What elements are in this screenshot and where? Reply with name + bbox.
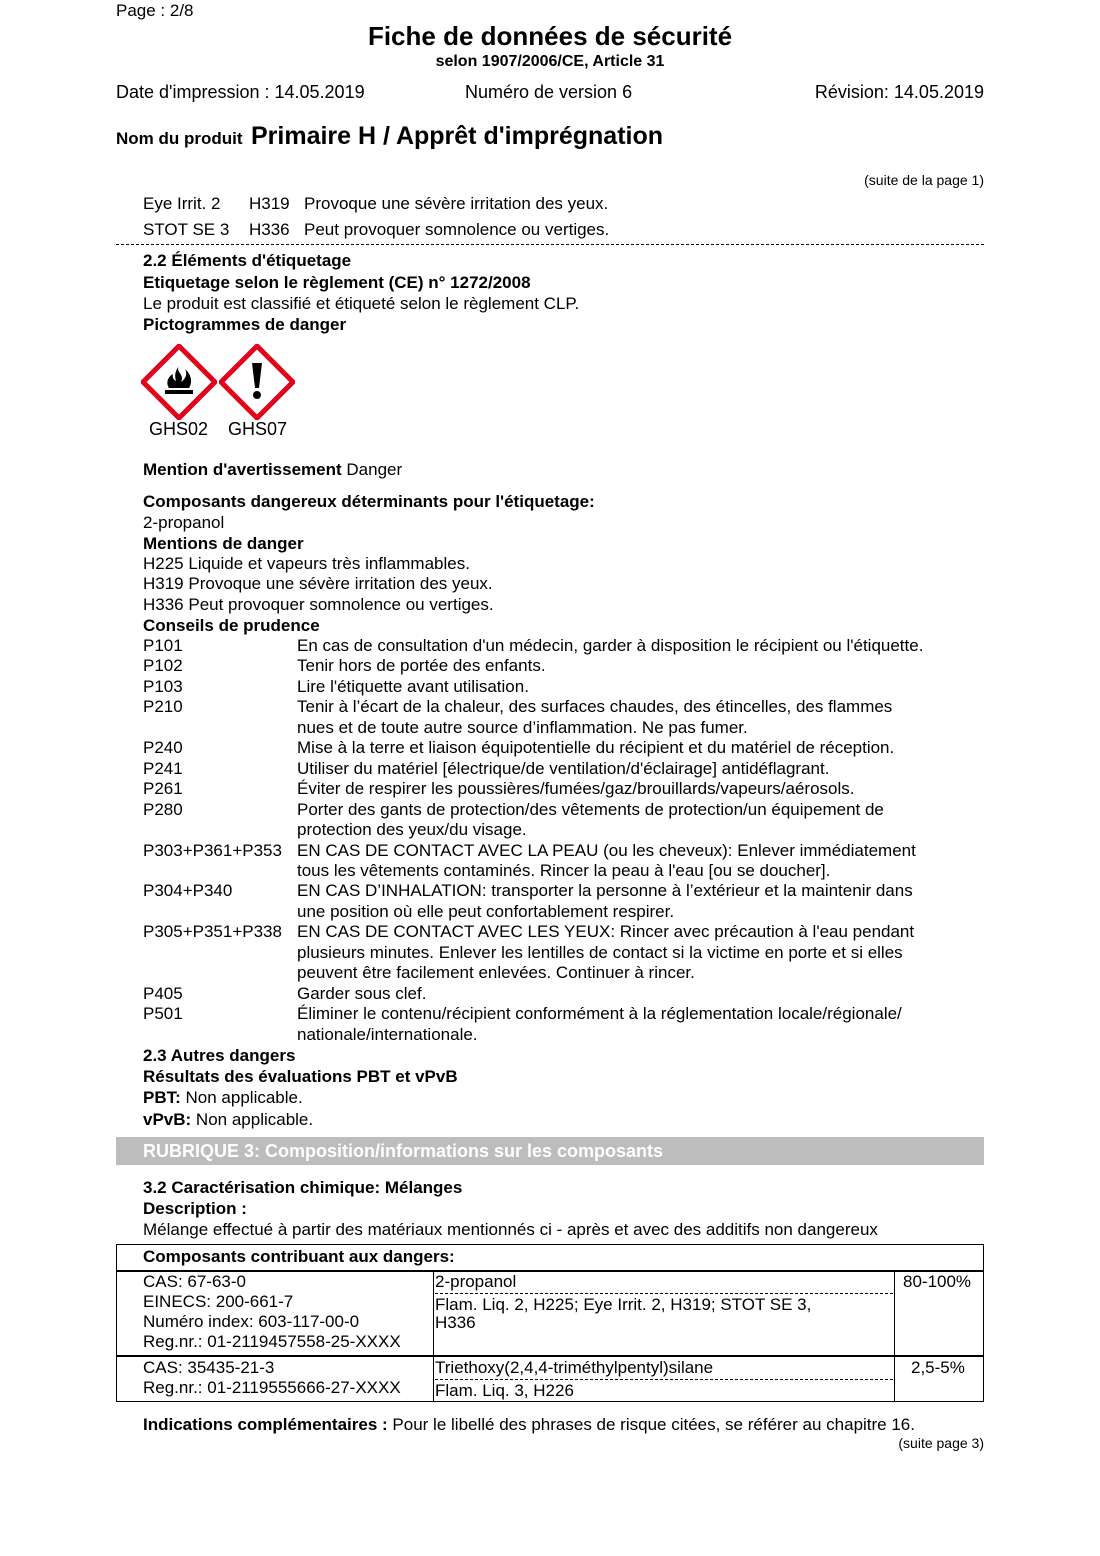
table-rule <box>117 1270 983 1272</box>
pictogram-code: GHS07 <box>228 419 288 439</box>
precaution-text: Lire l'étiquette avant utilisation. <box>297 677 529 696</box>
classification-cat: STOT SE 3 <box>143 220 230 239</box>
components-table <box>116 1244 984 1402</box>
precaution-text: EN CAS DE CONTACT AVEC LA PEAU (ou les cheveux): Enlever immédiatement <box>297 841 916 860</box>
section-3-2-heading: 3.2 Caractérisation chimique: Mélanges <box>143 1178 463 1197</box>
continued-from: (suite de la page 1) <box>864 172 984 188</box>
classification-cat: Eye Irrit. 2 <box>143 194 221 213</box>
hazard-statement: H319 Provoque une sévère irritation des yeux. <box>143 574 493 593</box>
precaution-text: nues et de toute autre source d’inflammation. Ne pas fumer. <box>297 718 748 737</box>
section-2-3-heading: 2.3 Autres dangers <box>143 1046 296 1065</box>
document-title: Fiche de données de sécurité <box>367 21 733 51</box>
components-heading: Composants dangereux déterminants pour l'étiquetage: <box>143 492 595 511</box>
supplementary-info <box>143 1415 915 1435</box>
precaution-code: P101 <box>143 636 183 655</box>
component-classification: Flam. Liq. 2, H225; Eye Irrit. 2, H319; STOT SE 3, <box>435 1295 812 1314</box>
component-id: Numéro index: 603-117-00-0 <box>143 1312 360 1331</box>
component-id: Reg.nr.: 01-2119555666-27-XXXX <box>143 1378 401 1397</box>
precaution-code: P241 <box>143 759 183 778</box>
classification-code: H319 <box>249 194 290 213</box>
document-subtitle: selon 1907/2006/CE, Article 31 <box>435 53 665 70</box>
continued-to: (suite page 3) <box>898 1435 984 1451</box>
precaution-text: Mise à la terre et liaison équipotentielle du récipient et du matériel de réception. <box>297 738 895 757</box>
pbt-row <box>143 1088 303 1108</box>
pictograms-heading: Pictogrammes de danger <box>143 315 347 334</box>
signal-word-row <box>143 460 402 480</box>
precaution-code: P280 <box>143 800 183 819</box>
classification-text: Provoque une sévère irritation des yeux. <box>304 194 609 213</box>
description-label: Description : <box>143 1199 247 1218</box>
flame-icon <box>141 344 217 420</box>
section-2-2-heading: 2.2 Éléments d'étiquetage <box>143 251 352 270</box>
table-rule <box>433 1270 434 1401</box>
precaution-text: tous les vêtements contaminés. Rincer la peau à l'eau [ou se doucher]. <box>297 861 831 880</box>
precaution-text: Garder sous clef. <box>297 984 427 1003</box>
precaution-code: P103 <box>143 677 183 696</box>
dashed-separator <box>116 244 984 245</box>
precaution-text: protection des yeux/du visage. <box>297 820 527 839</box>
precaution-text: plusieurs minutes. Enlever les lentilles de contact si la victime en porte et si elles <box>297 943 903 962</box>
component-name: Triethoxy(2,4,4-triméthylpentyl)silane <box>435 1358 714 1377</box>
pbt-label: PBT: <box>143 1088 181 1107</box>
precaution-text: En cas de consultation d'un médecin, garder à disposition le récipient ou l'étiquette. <box>297 636 924 655</box>
classification-text: Peut provoquer somnolence ou vertiges. <box>304 220 610 239</box>
hazard-heading: Mentions de danger <box>143 534 304 553</box>
version-number: Numéro de version 6 <box>465 82 633 102</box>
signal-label: Mention d'avertissement <box>143 460 342 479</box>
precaution-text: EN CAS D’INHALATION: transporter la personne à l’extérieur et la maintenir dans <box>297 881 913 900</box>
precaution-text: Éliminer le contenu/récipient conformément à la réglementation locale/régionale/ <box>297 1004 902 1023</box>
signal-word: Danger <box>346 460 403 479</box>
product-heading <box>116 122 663 151</box>
component-classification: Flam. Liq. 3, H226 <box>435 1381 574 1400</box>
precaution-code: P501 <box>143 1004 183 1023</box>
classification-code: H336 <box>249 220 290 239</box>
vpvb-row <box>143 1110 313 1130</box>
table-dashed-rule <box>435 1293 893 1294</box>
precaution-text: Tenir à l’écart de la chaleur, des surfaces chaudes, des étincelles, des flammes <box>297 697 893 716</box>
regulation-text: Le produit est classifié et étiqueté selon le règlement CLP. <box>143 294 580 313</box>
page-number: Page : 2/8 <box>116 1 194 20</box>
component-id: CAS: 67-63-0 <box>143 1272 246 1291</box>
precaution-text: peuvent être facilement enlevées. Continuer à rincer. <box>297 963 695 982</box>
precaution-code: P210 <box>143 697 183 716</box>
supplementary-text: Pour le libellé des phrases de risque citées, se référer au chapitre 16. <box>392 1415 915 1434</box>
supplementary-label: Indications complémentaires : <box>143 1415 388 1434</box>
component-id: Reg.nr.: 01-2119457558-25-XXXX <box>143 1332 401 1351</box>
precaution-code: P102 <box>143 656 183 675</box>
product-label: Nom du produit <box>116 129 243 148</box>
precaution-text: Éviter de respirer les poussières/fumées/gaz/brouillards/vapeurs/aérosols. <box>297 779 855 798</box>
component-concentration: 2,5-5% <box>911 1358 965 1377</box>
table-dashed-rule <box>435 1379 893 1380</box>
precaution-text: EN CAS DE CONTACT AVEC LES YEUX: Rincer avec précaution à l'eau pendant <box>297 922 915 941</box>
precaution-code: P261 <box>143 779 183 798</box>
table-rule <box>894 1270 895 1401</box>
revision-date: Révision: 14.05.2019 <box>814 82 984 102</box>
vpvb-value: Non applicable. <box>195 1110 314 1129</box>
precaution-code: P240 <box>143 738 183 757</box>
regulation-heading: Etiquetage selon le règlement (CE) n° 1272/2008 <box>143 273 531 292</box>
precaution-code: P305+P351+P338 <box>143 922 282 941</box>
pictogram-code: GHS02 <box>149 419 209 439</box>
precaution-code: P405 <box>143 984 183 1003</box>
precaution-heading: Conseils de prudence <box>143 616 320 635</box>
description-text: Mélange effectué à partir des matériaux mentionnés ci - après et avec des additifs non dangereux <box>143 1220 878 1239</box>
component-id: CAS: 35435-21-3 <box>143 1358 275 1377</box>
precaution-text: nationale/internationale. <box>297 1025 478 1044</box>
exclamation-icon <box>219 344 295 420</box>
precaution-text: Utiliser du matériel [électrique/de ventilation/d'éclairage] antidéflagrant. <box>297 759 830 778</box>
precaution-code: P303+P361+P353 <box>143 841 282 860</box>
vpvb-label: vPvB: <box>143 1110 192 1129</box>
product-name: Primaire H / Apprêt d'imprégnation <box>250 122 664 150</box>
component-id: EINECS: 200-661-7 <box>143 1292 294 1311</box>
component-classification: H336 <box>435 1313 476 1332</box>
precaution-text: Tenir hors de portée des enfants. <box>297 656 546 675</box>
section-3-bar: RUBRIQUE 3: Composition/informations sur les composants <box>116 1137 984 1165</box>
table-rule <box>117 1355 983 1357</box>
precaution-text: Porter des gants de protection/des vêtements de protection/un équipement de <box>297 800 884 819</box>
table-title: Composants contribuant aux dangers: <box>143 1247 455 1266</box>
precaution-text: une position où elle peut confortablement respirer. <box>297 902 675 921</box>
precaution-code: P304+P340 <box>143 881 233 900</box>
component-name: 2-propanol <box>435 1272 517 1291</box>
component-concentration: 80-100% <box>903 1272 972 1291</box>
print-date: Date d'impression : 14.05.2019 <box>116 82 365 102</box>
hazard-statement: H336 Peut provoquer somnolence ou vertiges. <box>143 595 494 614</box>
pbt-value: Non applicable. <box>185 1088 303 1107</box>
hazard-statement: H225 Liquide et vapeurs très inflammables. <box>143 554 470 573</box>
pbt-heading: Résultats des évaluations PBT et vPvB <box>143 1067 458 1086</box>
components-list: 2-propanol <box>143 513 225 532</box>
